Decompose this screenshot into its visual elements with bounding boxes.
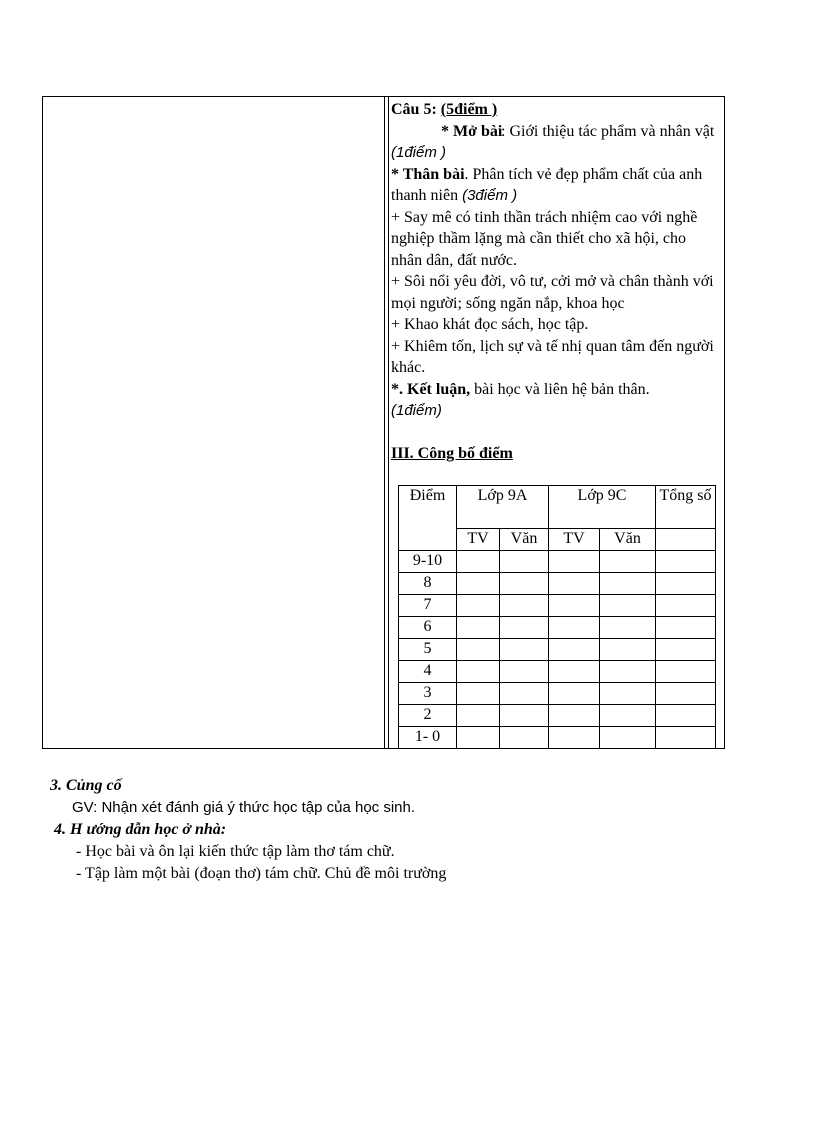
- than-bai-text: . Phân tích vẻ đẹp phẩm chất của anh thanh niên: [391, 165, 703, 204]
- score-label: 8: [399, 573, 457, 595]
- header-diem: Điểm: [399, 486, 457, 551]
- than-bai-label: * Thân bài: [391, 165, 465, 183]
- header-tong: Tổng số: [656, 486, 716, 529]
- sub-tv-9c: TV: [549, 529, 600, 551]
- score-label: 5: [399, 639, 457, 661]
- answer-cell: [391, 99, 721, 464]
- table-row: [399, 661, 716, 683]
- bullet-2: + Sôi nổi yêu đời, vô tư, cởi mở và chân thành với mọi người; sống ngăn nắp, khoa học: [391, 273, 714, 312]
- table-row: [399, 551, 716, 573]
- mo-bai-label: * Mở bài: [441, 122, 503, 140]
- question-heading: Câu 5:: [391, 101, 437, 118]
- table-row: [399, 639, 716, 661]
- score-label: 3: [399, 683, 457, 705]
- ket-luan-label: *. Kết luận,: [391, 380, 471, 398]
- lesson-footer: [50, 775, 446, 885]
- ket-luan-text: bài học và liên hệ bản thân.: [470, 380, 650, 398]
- score-label: 6: [399, 617, 457, 639]
- score-label: 4: [399, 661, 457, 683]
- sub-van-9a: Văn: [500, 529, 549, 551]
- huong-dan-item-1: - Học bài và ôn lại kiến thức tập làm thơ tám chữ.: [76, 843, 395, 860]
- answer-table: [42, 96, 725, 749]
- huong-dan-item-2: - Tập làm một bài (đoạn thơ) tám chữ. Chủ đề môi trường: [76, 865, 447, 882]
- huong-dan-title: 4. H ướng dẫn học ở nhà:: [54, 821, 227, 838]
- sub-tv-9a: TV: [457, 529, 500, 551]
- scores-title: III. Công bố điểm: [391, 444, 513, 462]
- bullet-3: + Khao khát đọc sách, học tập.: [391, 316, 589, 333]
- column-divider: [384, 97, 389, 748]
- table-row: [399, 705, 716, 727]
- score-label: 7: [399, 595, 457, 617]
- score-label: 1- 0: [399, 727, 457, 749]
- table-row: [399, 727, 716, 749]
- header-9c: Lớp 9C: [549, 486, 656, 529]
- mo-bai-points: (1điểm ): [391, 144, 447, 161]
- score-table: [398, 485, 716, 749]
- question-points: (5điểm ): [440, 101, 498, 118]
- table-row: [399, 573, 716, 595]
- cung-co-title: 3. Củng cố: [50, 777, 122, 794]
- table-row: [399, 683, 716, 705]
- table-row: [399, 617, 716, 639]
- sub-empty: [656, 529, 716, 551]
- score-label: 9-10: [399, 551, 457, 573]
- header-9a: Lớp 9A: [457, 486, 549, 529]
- bullet-1: + Say mê có tinh thần trách nhiệm cao với nghề nghiệp thầm lặng mà cần thiết cho xã hội, cho nhân dân, đất nước.: [391, 208, 698, 269]
- bullet-4: + Khiêm tốn, lịch sự và tế nhị quan tâm đến người khác.: [391, 337, 714, 376]
- sub-van-9c: Văn: [600, 529, 656, 551]
- cung-co-text: GV: Nhận xét đánh giá ý thức học tập của học sinh.: [72, 799, 416, 816]
- table-row: [399, 595, 716, 617]
- mo-bai-text: : Giới thiệu tác phẩm và nhân vật: [501, 122, 715, 140]
- than-bai-points: (3điểm ): [462, 187, 518, 204]
- ket-luan-points: (1điểm): [391, 402, 442, 419]
- score-label: 2: [399, 705, 457, 727]
